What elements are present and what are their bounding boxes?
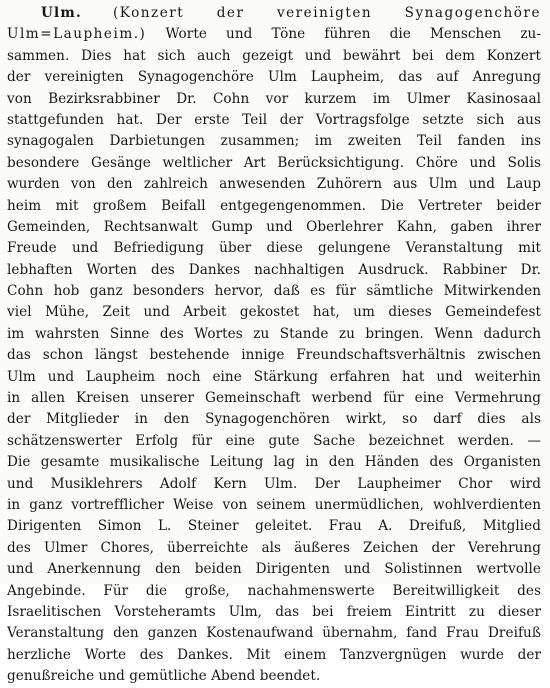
article-line xyxy=(7,89,541,110)
article-line xyxy=(7,388,541,409)
line-text: synagogalen Darbietungen zusammen; im zweiten Teil fanden ins xyxy=(7,133,541,150)
line-text: viel Mühe, Zeit und Arbeit gekostet hat, um dieses Gemeindefest xyxy=(7,304,541,321)
line-text: Die gesamte musikalische Leitung lag in den Händen des Organisten xyxy=(7,454,541,471)
article-line xyxy=(7,153,541,174)
article-line xyxy=(7,217,541,238)
line-text: Angebinde. Für die große, nachahmenswerte Bereitwilligkeit des xyxy=(7,582,541,599)
line-text: der vereinigten Synagogenchöre Ulm Laupheim, das auf Anregung xyxy=(7,69,541,86)
line-text: der Mitglieder in den Synagogenchören wirkt, so darf dies als xyxy=(7,411,541,428)
article-first-line xyxy=(7,3,541,24)
article-line xyxy=(7,196,541,217)
article-line xyxy=(7,602,541,623)
article-line xyxy=(7,367,541,388)
line-text: des Ulmer Chores, überreichte als äußeres Zeichen der Verehrung xyxy=(7,539,541,556)
article-line xyxy=(7,474,541,495)
line-text: sammen. Dies hat sich auch gezeigt und bewährt bei dem Konzert xyxy=(7,47,541,64)
article-line xyxy=(7,281,541,302)
line-text: besondere Gesänge weltlicher Art Berücksichtigung. Chöre und Solis xyxy=(7,154,541,171)
article-line xyxy=(7,324,541,345)
line-text: Veranstaltung den ganzen Kostenaufwand übernahm, fand Frau Dreifuß xyxy=(7,625,541,642)
article-text xyxy=(7,3,541,688)
dateline-place: Ulm. xyxy=(41,5,82,21)
line-text: das schon längst bestehende innige Freundschaftsverhältnis zwischen xyxy=(7,347,541,364)
line-text: Dirigenten Simon L. Steiner geleitet. Frau A. Dreifuß, Mitglied xyxy=(7,518,541,535)
article-line xyxy=(7,645,541,666)
line-text: Israelitischen Vorsteheramts Ulm, das bei freiem Eintritt zu dieser xyxy=(7,603,541,620)
line-text: schätzenswerter Erfolg für eine gute Sache bezeichnet werden. — xyxy=(7,432,541,449)
line-text: genußreiche und gemütliche Abend beendet. xyxy=(7,668,321,685)
line-text: lebhaften Worten des Dankes nachhaltigen Ausdruck. Rabbiner Dr. xyxy=(7,261,541,278)
article-line xyxy=(7,431,541,452)
article-line xyxy=(7,666,541,687)
line-text: Freude und Befriedigung über diese gelungene Veranstaltung mit xyxy=(7,240,541,257)
article-line xyxy=(7,538,541,559)
article-line xyxy=(7,46,541,67)
line-text: Gemeinden, Rechtsanwalt Gump und Oberlehrer Kahn, gaben ihrer xyxy=(7,218,541,235)
line-text: heim mit großem Beifall entgegengenommen. Die Vertreter beider xyxy=(7,197,541,214)
line-text: und Musiklehrers Adolf Kern Ulm. Der Laupheimer Chor wird xyxy=(7,475,541,492)
line-text: von Bezirksrabbiner Dr. Cohn vor kurzem im Ulmer Kasinosaal xyxy=(7,90,541,107)
article-line xyxy=(7,174,541,195)
line-text: und Anerkennung den beiden Dirigenten und Solistinnen wertvolle xyxy=(7,561,541,578)
line-text: Worte und Töne führen die Menschen zu- xyxy=(146,26,541,43)
article-heading-spaced: Ulm=Laupheim.) xyxy=(7,26,147,43)
line-text: in ganz vortrefflicher Weise von seinem unermüdlichen, wohlverdienten xyxy=(7,496,541,513)
article-line xyxy=(7,110,541,131)
line-text: stattgefunden hat. Der erste Teil der Vortragsfolge setzte sich aus xyxy=(7,111,541,128)
article-line xyxy=(7,409,541,430)
article-line xyxy=(7,452,541,473)
line-text: in allen Kreisen unserer Gemeinschaft werbend für eine Vermehrung xyxy=(7,390,541,407)
article-line xyxy=(7,623,541,644)
article-line xyxy=(7,24,541,45)
article-line xyxy=(7,67,541,88)
line-text: Ulm und Laupheim noch eine Stärkung erfahren hat und weiterhin xyxy=(7,368,541,385)
article-line xyxy=(7,260,541,281)
line-text: wurden von den zahlreich anwesenden Zuhörern aus Ulm und Laup xyxy=(7,176,541,193)
article-line xyxy=(7,559,541,580)
line-text: im wahrsten Sinne des Wortes zu Stande zu bringen. Wenn dadurch xyxy=(7,325,541,342)
article-line xyxy=(7,516,541,537)
article-line xyxy=(7,131,541,152)
article-line xyxy=(7,302,541,323)
line-text: herzliche Worte des Dankes. Mit einem Tanzvergnügen wurde der xyxy=(7,646,541,663)
article-line xyxy=(7,238,541,259)
line-text: Cohn hob ganz besonders hervor, daß es für sämtliche Mitwirkenden xyxy=(7,283,541,300)
article-heading-spaced: (Konzert der vereinigten Synagogenchöre xyxy=(113,5,541,21)
article-line xyxy=(7,495,541,516)
article-line xyxy=(7,345,541,366)
line-text xyxy=(82,5,113,21)
